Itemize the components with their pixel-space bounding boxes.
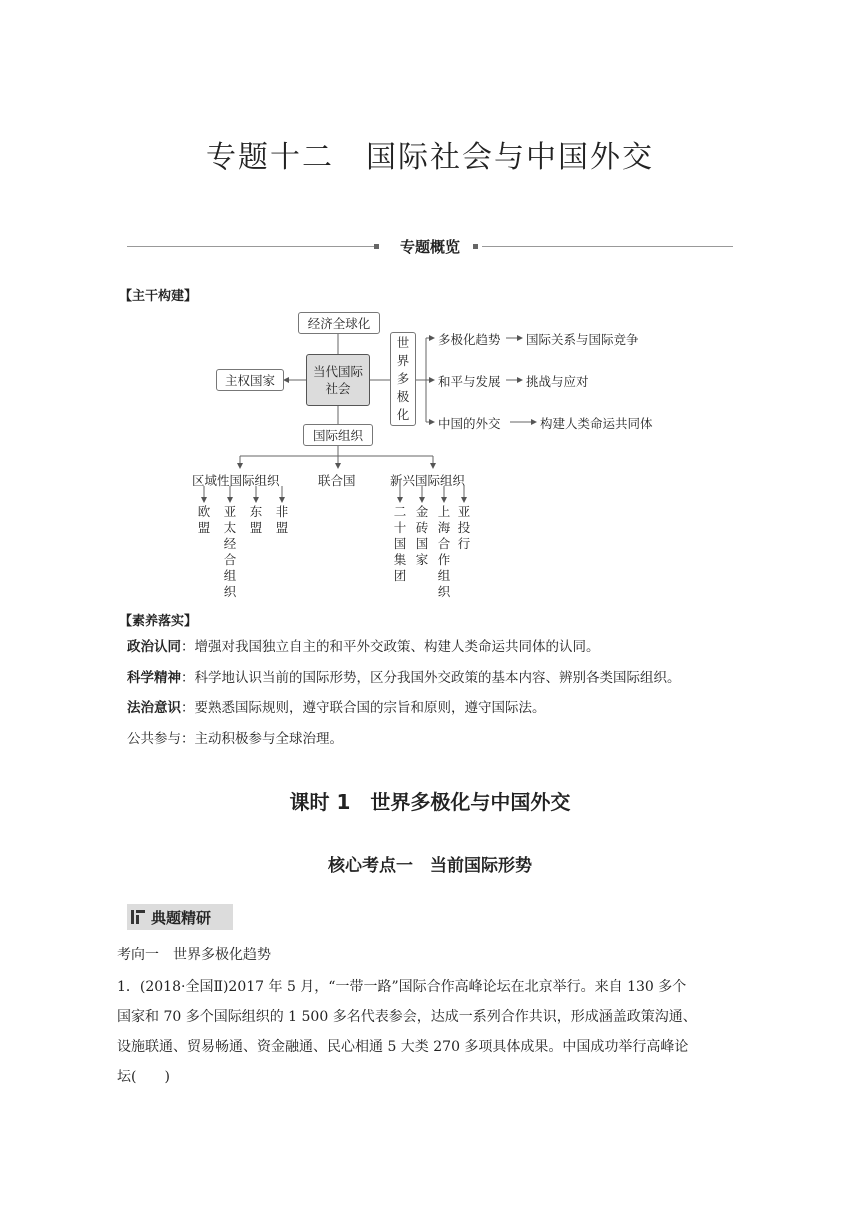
org-group-emerging: 新兴国际组织	[390, 473, 466, 488]
question-line: 1．(2018·全国Ⅱ)2017 年 5 月，“一带一路”国际合作高峰论坛在北京举行。来自 130 多个	[117, 979, 687, 995]
literacy-label: 【素养落实】	[119, 614, 198, 629]
box-contemporary-international-society: 当代国际社会	[306, 354, 370, 406]
literacy-colon: ：	[181, 700, 195, 716]
org-item-asean: 东 盟	[249, 504, 263, 535]
org-item-aiib: 亚 投 行	[457, 504, 471, 551]
overview-label: 专题概览	[384, 236, 476, 257]
section-tab	[127, 904, 233, 930]
literacy-term: 政治认同	[127, 639, 181, 655]
question-line: 坛( )	[117, 1069, 170, 1085]
divider-square-left	[374, 244, 379, 249]
box-world-multipolarization: 世界多极化	[390, 332, 416, 426]
org-group-un: 联合国	[318, 473, 356, 488]
box-economic-globalization: 经济全球化	[298, 312, 380, 334]
branch-challenges: 挑战与应对	[526, 374, 589, 389]
branch-community-shared-future: 构建人类命运共同体	[540, 416, 653, 431]
org-item-au: 非 盟	[275, 504, 289, 535]
box-international-organizations: 国际组织	[303, 424, 373, 446]
tab-label: 典题精研	[151, 908, 212, 927]
literacy-political	[127, 637, 747, 657]
branch-peace-development: 和平与发展	[438, 374, 501, 389]
org-group-regional: 区域性国际组织	[192, 473, 280, 488]
literacy-scientific	[127, 668, 747, 688]
literacy-term: 公共参与	[127, 731, 181, 747]
literacy-legal	[127, 698, 747, 718]
direction-label: 考向一 世界多极化趋势	[117, 947, 271, 963]
org-item-apec: 亚 太 经 合 组 织	[223, 504, 237, 599]
question-line: 设施联通、贸易畅通、资金融通、民心相通 5 大类 270 多项具体成果。中国成功举行高峰论	[117, 1039, 689, 1055]
divider-right	[482, 246, 733, 247]
org-item-brics: 金 砖 国 家	[415, 504, 429, 567]
branch-international-relations: 国际关系与国际竞争	[526, 332, 639, 347]
main-structure-label: 【主干构建】	[119, 289, 198, 304]
box-sovereign-state: 主权国家	[216, 369, 284, 391]
concept-diagram	[190, 308, 710, 604]
lesson-title: 课时 1 世界多极化与中国外交	[289, 790, 571, 814]
literacy-text: 主动积极参与全球治理。	[194, 731, 343, 747]
branch-china-diplomacy: 中国的外交	[438, 416, 501, 431]
literacy-colon: ：	[181, 731, 195, 747]
divider-left	[127, 246, 377, 247]
question-line: 国家和 70 多个国际组织的 1 500 多名代表参会，达成一系列合作共识，形成涵盖政策沟通、	[117, 1009, 697, 1025]
literacy-term: 法治意识	[127, 700, 181, 716]
divider-square-right	[473, 244, 478, 249]
branch-multipolar-trend: 多极化趋势	[438, 332, 501, 347]
org-item-eu: 欧 盟	[197, 504, 211, 535]
core-title: 核心考点一 当前国际形势	[328, 856, 532, 876]
literacy-text: 增强对我国独立自主的和平外交政策、构建人类命运共同体的认同。	[194, 639, 600, 655]
literacy-text: 科学地认识当前的国际形势，区分我国外交政策的基本内容、辨别各类国际组织。	[194, 670, 681, 686]
org-item-g20: 二 十 国 集 团	[393, 504, 407, 583]
literacy-term: 科学精神	[127, 670, 181, 686]
page-title: 专题十二 国际社会与中国外交	[206, 140, 654, 175]
org-item-sco: 上 海 合 作 组 织	[437, 504, 451, 599]
literacy-participation	[127, 729, 747, 749]
literacy-colon: ：	[181, 639, 195, 655]
literacy-text: 要熟悉国际规则，遵守联合国的宗旨和原则，遵守国际法。	[194, 700, 546, 716]
literacy-colon: ：	[181, 670, 195, 686]
tab-bars-icon	[131, 909, 145, 925]
